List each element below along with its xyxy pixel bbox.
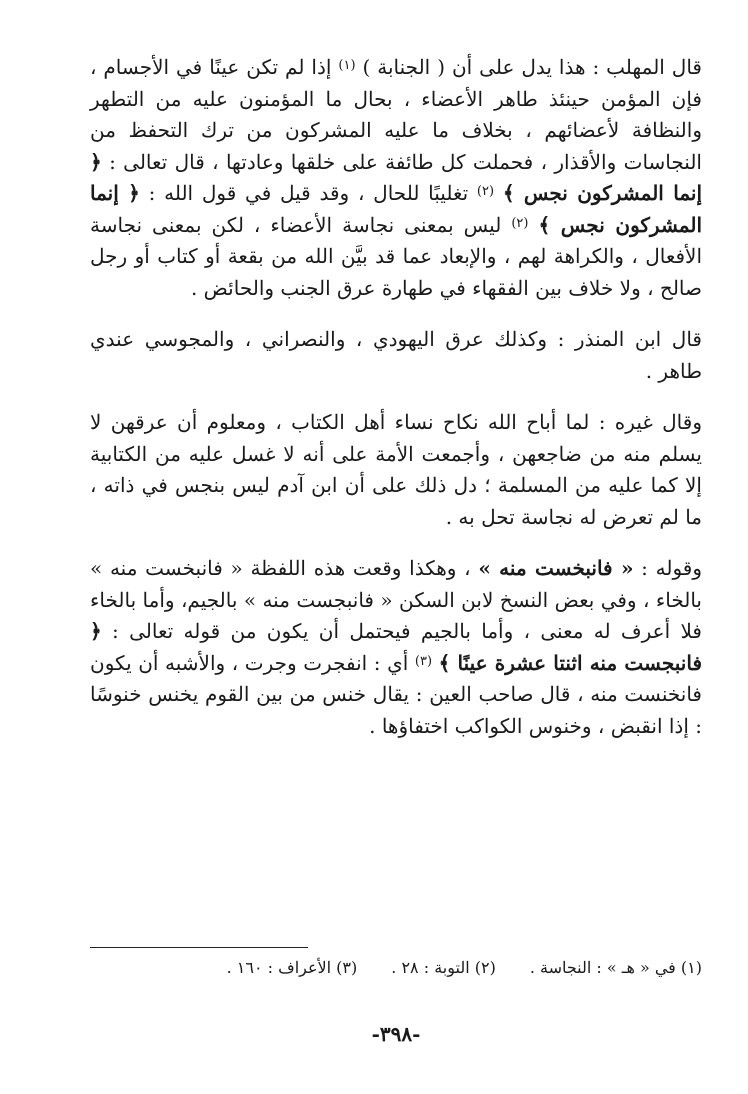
- footnote-2: (٢) التوبة : ٢٨ .: [391, 958, 496, 977]
- paragraph: [90, 553, 702, 742]
- text-run: وقوله :: [633, 556, 702, 580]
- text-run: أي : انفجرت وجرت ، والأشبه أن يكون فانخنست منه ، قال صاحب العين : يقال خنس من بين القوم يخنس خنوسًا : إذا انقبض ، وخنوس الكواكب اختفاؤها .: [90, 650, 702, 738]
- text-run: إذا لم تكن عينًا في الأجسام ، فإن المؤمن حينئذ طاهر الأعضاء ، بحال ما المؤمنون عليه من التطهر والنظافة لأعضائهم ، بخلاف ما عليه المشركون من ترك التحفظ من النجاسات والأقذار ، فحملت كل طائفة على خلقها وعادتها ، قال تعالى :: [90, 55, 702, 174]
- footnote-3: (٣) الأعراف : ١٦٠ .: [226, 958, 358, 977]
- text-run: [432, 651, 439, 675]
- footnote-ref: (١): [338, 58, 356, 73]
- footnote-ref: (٢): [476, 184, 495, 199]
- quran-quote: ﴿ فانبجست منه اثنتا عشرة عينًا ﴾: [90, 619, 702, 675]
- text-run: قال ابن المنذر : وكذلك عرق اليهودي ، والنصراني ، والمجوسي عندي طاهر .: [90, 327, 702, 383]
- page: [90, 52, 702, 1052]
- footnote-ref: (٢): [511, 215, 529, 231]
- footnotes: [90, 958, 702, 977]
- paragraph: [90, 324, 702, 387]
- quran-quote: ﴿ إنما المشركون نجس ﴾: [90, 149, 703, 205]
- paragraph: [90, 52, 702, 304]
- page-number: -٣٩٨-: [371, 1022, 421, 1046]
- text-run: قال المهلب : هذا يدل على أن ( الجنابة ): [355, 55, 702, 79]
- footnote-ref: (٣): [414, 653, 433, 669]
- text-run: ، وهكذا وقعت هذه اللفظة « فانبخست منه » بالخاء ، وفي بعض النسخ لابن السكن « فانبجست منه » بالجيم، وأما بالخاء فلا أعرف له معنى ، وأما بالجيم فيحتمل أن يكون من قوله تعالى :: [90, 556, 702, 643]
- text-run: ليس بمعنى نجاسة الأعضاء ، لكن بمعنى نجاسة الأفعال ، والكراهة لهم ، والإبعاد عما قد بيَّن الله من بقعة أو كتاب أو رجل صالح ، ولا خلاف بين الفقهاء في طهارة عرق الجنب والحائض .: [90, 212, 702, 300]
- text-run: تغليبًا للحال ، وقد قيل في قول الله :: [139, 181, 477, 205]
- quran-quote: ﴿ إنما المشركون نجس ﴾: [90, 181, 703, 237]
- text-run: [528, 213, 538, 237]
- footnote-divider: [90, 947, 308, 948]
- body-text: [90, 52, 702, 742]
- paragraph: [90, 407, 702, 533]
- footnote-1: (١) في « هـ » : النجاسة .: [529, 958, 702, 977]
- text-run: وقال غيره : لما أباح الله نكاح نساء أهل الكتاب ، ومعلوم أن عرقهن لا يسلم منه من ضاجعهن ، وأجمعت الأمة على أنه لا غسل عليه من الكتابية إلا كما عليه من المسلمة ؛ دل ذلك على أن ابن آدم ليس بنجس في ذاته ، ما لم تعرض له نجاسة تحل به .: [90, 410, 702, 529]
- quran-quote: « فانبخست منه »: [478, 556, 634, 580]
- text-run: [494, 181, 503, 205]
